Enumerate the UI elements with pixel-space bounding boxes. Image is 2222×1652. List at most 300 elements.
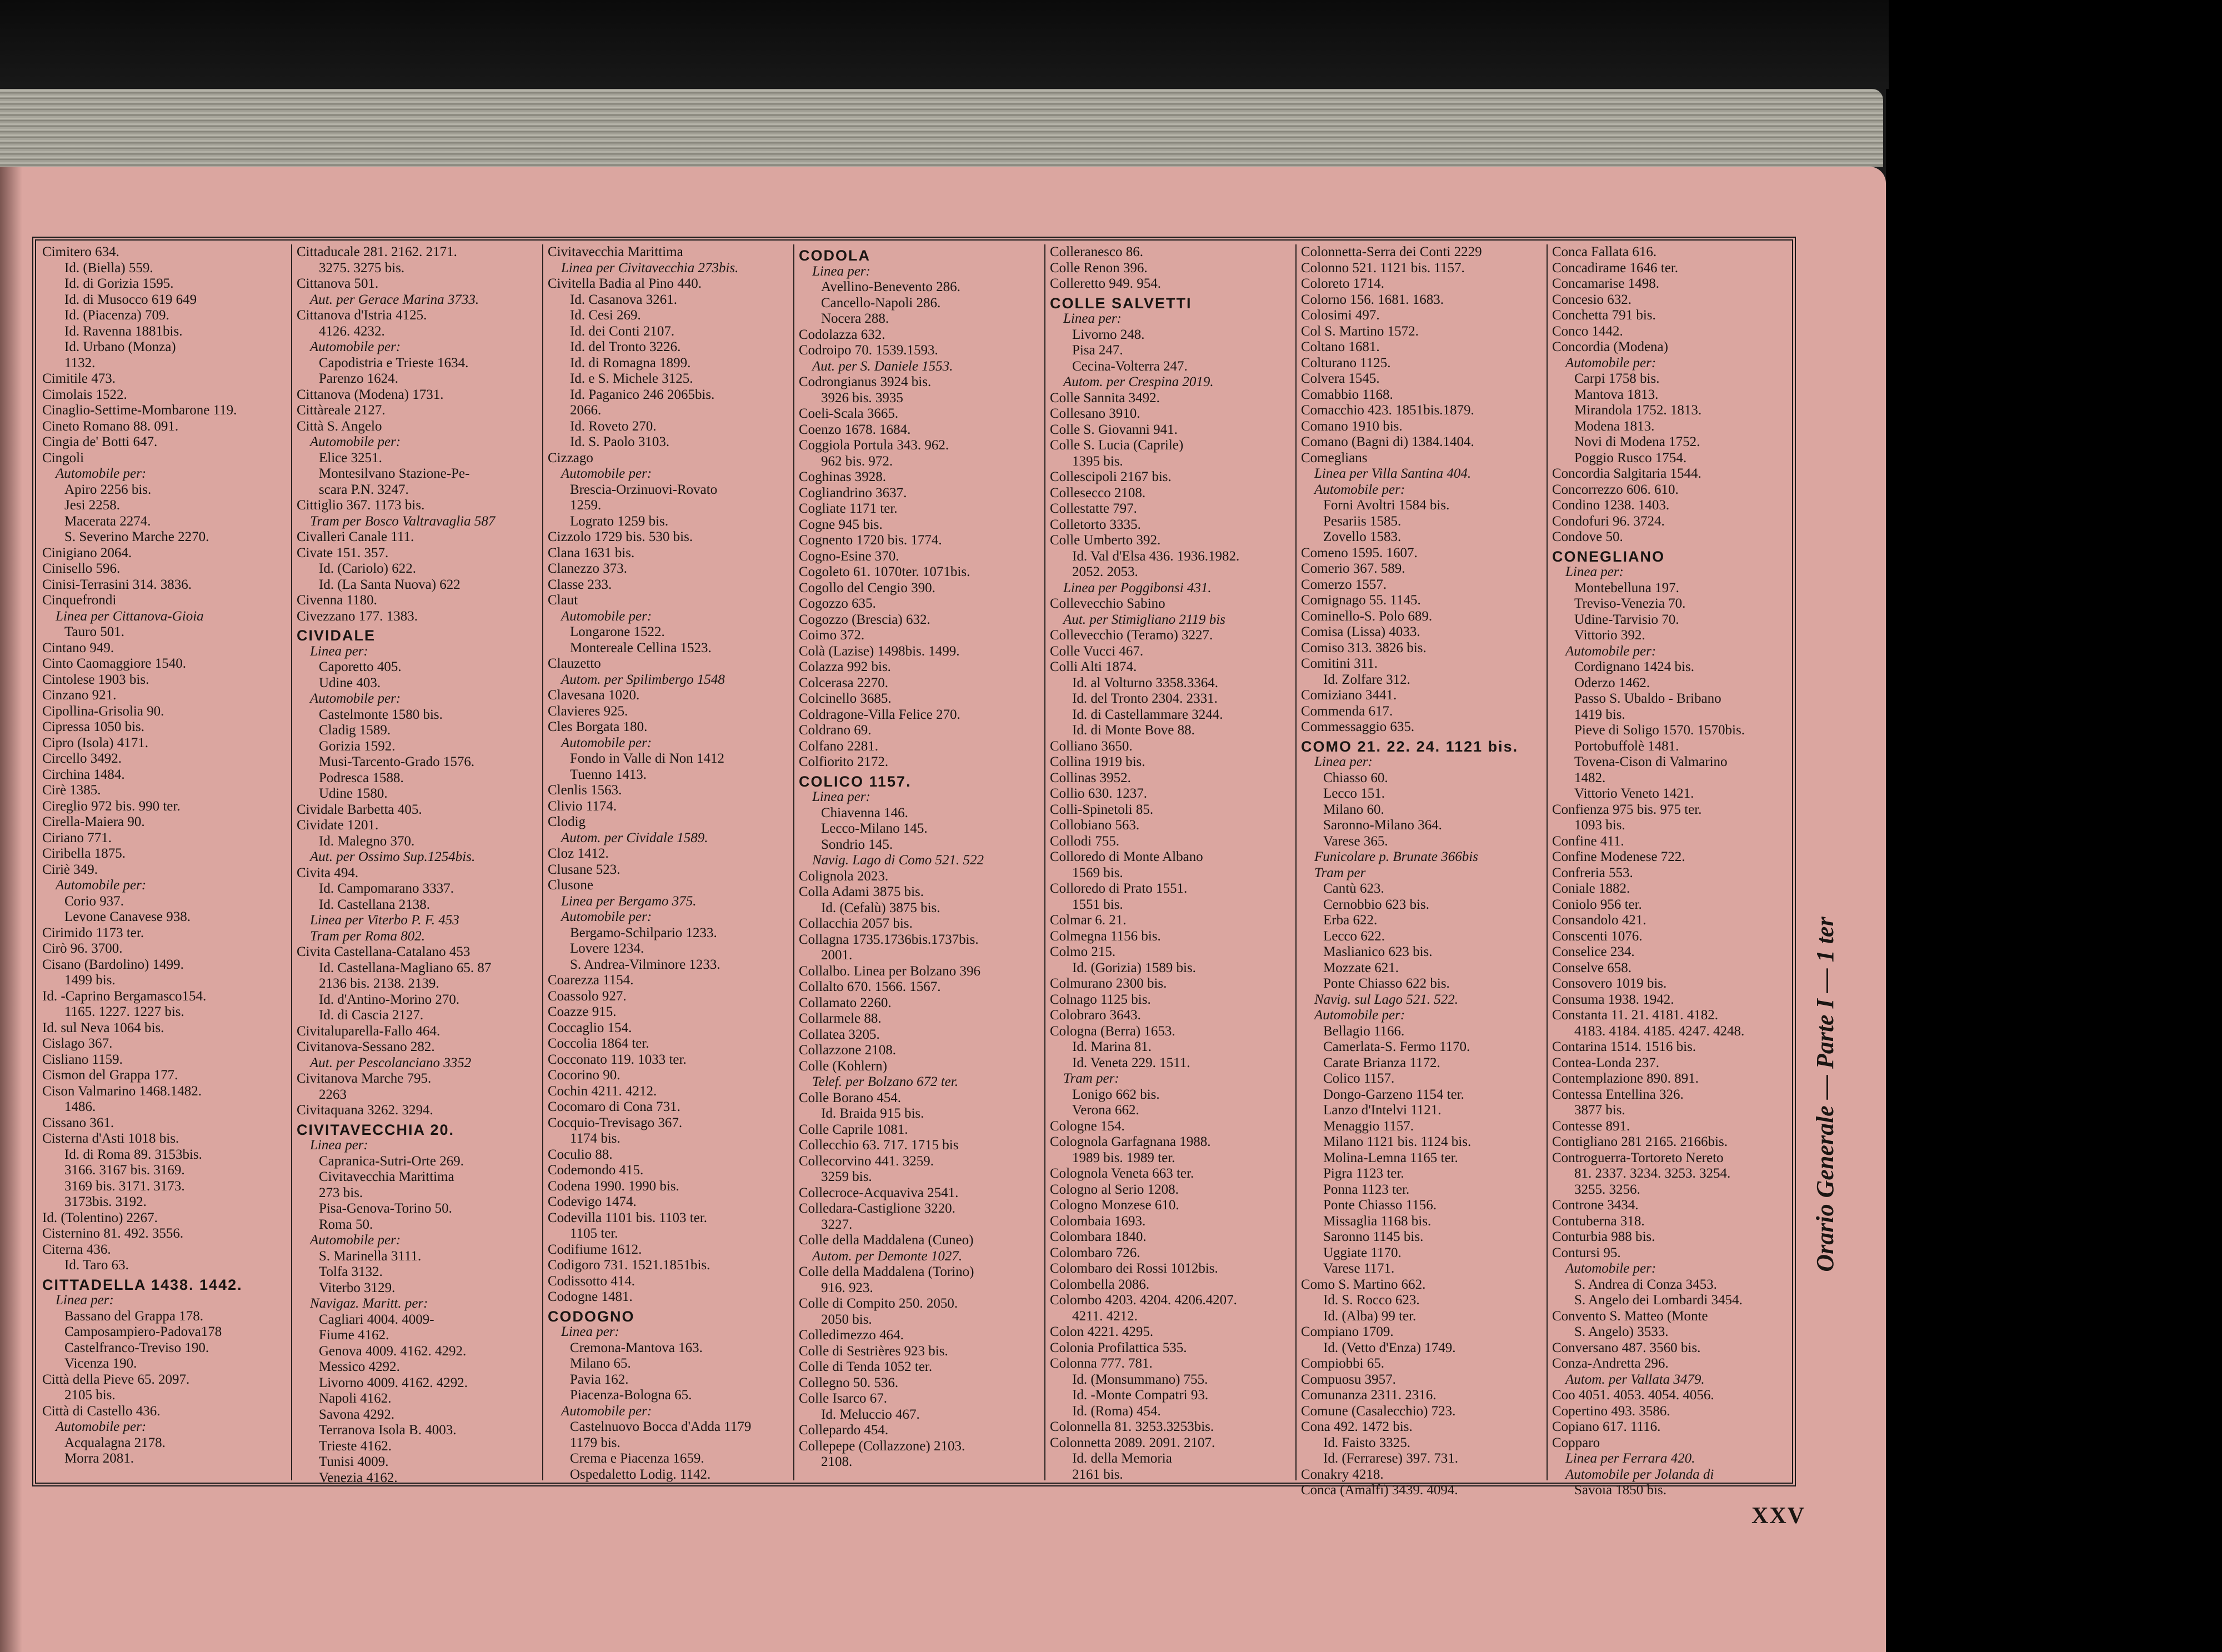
index-entry: Collacchia 2057 bis. bbox=[799, 916, 913, 931]
index-entry: Automobile per: bbox=[1314, 1008, 1405, 1023]
index-entry: 3166. 3167 bis. 3169. bbox=[64, 1163, 185, 1178]
index-entry: Civita Castellana-Catalano 453 bbox=[297, 944, 471, 959]
index-entry: Colmar 6. 21. bbox=[1050, 913, 1127, 928]
index-entry: 2108. bbox=[821, 1454, 853, 1469]
index-entry: Fiume 4162. bbox=[319, 1328, 389, 1343]
index-entry: Collevecchio (Teramo) 3227. bbox=[1050, 628, 1213, 643]
index-entry: Codolazza 632. bbox=[799, 327, 885, 342]
column-rule bbox=[1295, 244, 1297, 1480]
index-entry: Id. del Tronto 3226. bbox=[570, 339, 681, 354]
index-entry: Coghinas 3928. bbox=[799, 469, 886, 484]
index-entry: Cirella-Maiera 90. bbox=[42, 814, 145, 829]
index-entry: Autom. per Spilimbergo 1548 bbox=[561, 672, 725, 687]
index-entry: Navig. Lago di Como 521. 522 bbox=[812, 853, 984, 868]
index-entry: Acqualagna 2178. bbox=[64, 1435, 166, 1450]
index-entry: Id. (Roma) 454. bbox=[1072, 1403, 1161, 1419]
index-entry: Automobile per: bbox=[561, 466, 652, 481]
index-entry: Cocquio-Trevisago 367. bbox=[548, 1115, 683, 1130]
index-entry: Linea per Ferrara 420. bbox=[1565, 1451, 1695, 1466]
index-entry: Brescia-Orzinuovi-Rovato bbox=[570, 482, 718, 497]
index-entry: Cittaducale 281. 2162. 2171. bbox=[297, 244, 457, 259]
index-entry: Aut. per Stimigliano 2119 bis bbox=[1063, 612, 1225, 627]
index-entry: Id. di Cascia 2127. bbox=[319, 1008, 424, 1023]
index-entry: 916. 923. bbox=[821, 1280, 873, 1295]
index-entry: Id. Castellana-Magliano 65. 87 bbox=[319, 960, 492, 975]
index-entry: Conchetta 791 bis. bbox=[1552, 308, 1656, 323]
index-entry: Linea per Viterbo P. F. 453 bbox=[310, 913, 459, 928]
index-entry: Cipollina-Grisolia 90. bbox=[42, 703, 164, 719]
index-entry: Tram per Roma 802. bbox=[310, 928, 425, 944]
index-entry: Tram per: bbox=[1063, 1071, 1119, 1086]
index-entry: Coo 4051. 4053. 4054. 4056. bbox=[1552, 1388, 1714, 1403]
index-entry: 2105 bis. bbox=[64, 1388, 116, 1403]
index-entry: Compuosu 3957. bbox=[1301, 1371, 1396, 1387]
index-entry: Colle Borano 454. bbox=[799, 1090, 902, 1105]
index-entry: Comabbio 1168. bbox=[1301, 387, 1393, 402]
index-entry: Cona 492. 1472 bis. bbox=[1301, 1419, 1413, 1434]
index-entry: Coldragone-Villa Felice 270. bbox=[799, 707, 960, 722]
index-entry: Napoli 4162. bbox=[319, 1391, 392, 1406]
index-entry: Clenlis 1563. bbox=[548, 783, 622, 798]
index-entry: Cimitero 634. bbox=[42, 244, 119, 259]
index-entry: Concamarise 1498. bbox=[1552, 276, 1660, 291]
index-entry: Colosimi 497. bbox=[1301, 308, 1380, 323]
index-entry: Tunisi 4009. bbox=[319, 1454, 389, 1469]
index-entry: Colledara-Castiglione 3220. bbox=[799, 1201, 955, 1216]
index-entry: 2263 bbox=[319, 1087, 347, 1102]
index-entry: Linea per: bbox=[812, 263, 870, 279]
index-entry: Coenzo 1678. 1684. bbox=[799, 422, 911, 437]
index-entry: 3169 bis. 3171. 3173. bbox=[64, 1178, 185, 1194]
index-entry: 962 bis. 972. bbox=[821, 453, 893, 469]
index-entry: Cipressa 1050 bis. bbox=[42, 719, 145, 734]
index-entry: Colnago 1125 bis. bbox=[1050, 992, 1151, 1007]
index-entry: Codifiume 1612. bbox=[548, 1241, 642, 1257]
index-entry: Cologno Monzese 610. bbox=[1050, 1198, 1179, 1213]
index-entry: Id. Veneta 229. 1511. bbox=[1072, 1055, 1190, 1070]
index-entry: Colle Umberto 392. bbox=[1050, 533, 1161, 548]
index-entry: Civenna 1180. bbox=[297, 593, 377, 608]
index-entry: Colle Isarco 67. bbox=[799, 1391, 887, 1406]
index-entry: Id. Casanova 3261. bbox=[570, 292, 678, 307]
index-entry: Tolfa 3132. bbox=[319, 1264, 383, 1279]
index-entry: Cittanova d'Istria 4125. bbox=[297, 308, 427, 323]
index-entry: Conco 1442. bbox=[1552, 323, 1623, 339]
index-column-2 bbox=[293, 244, 541, 1485]
index-entry: Poggio Rusco 1754. bbox=[1574, 450, 1687, 465]
index-entry: Cireglio 972 bis. 990 ter. bbox=[42, 798, 181, 814]
index-entry: Comiso 313. 3826 bis. bbox=[1301, 640, 1427, 655]
index-entry: Cividale Barbetta 405. bbox=[297, 802, 422, 817]
index-entry: Clavesana 1020. bbox=[548, 688, 640, 703]
index-entry: Castelmonte 1580 bis. bbox=[319, 707, 443, 722]
index-entry: 2052. 2053. bbox=[1072, 564, 1138, 579]
index-entry: Id. Marina 81. bbox=[1072, 1039, 1152, 1054]
index-entry: Codevilla 1101 bis. 1103 ter. bbox=[548, 1210, 708, 1225]
index-entry: Lecco 151. bbox=[1323, 786, 1385, 801]
index-entry: Tram per Bosco Valtravaglia 587 bbox=[310, 513, 496, 529]
index-entry: Civitanova-Sessano 282. bbox=[297, 1039, 435, 1054]
index-entry: Cirò 96. 3700. bbox=[42, 941, 123, 956]
index-entry: Colonna 777. 781. bbox=[1050, 1356, 1153, 1371]
index-entry: 1482. bbox=[1574, 770, 1606, 785]
index-entry: Cismon del Grappa 177. bbox=[42, 1068, 178, 1083]
index-entry: Longarone 1522. bbox=[570, 624, 665, 639]
index-entry: Milano 60. bbox=[1323, 802, 1384, 817]
index-entry: Collepardo 454. bbox=[799, 1423, 889, 1438]
index-entry: Colombella 2086. bbox=[1050, 1276, 1150, 1292]
index-entry: Cittanova (Modena) 1731. bbox=[297, 387, 444, 402]
index-entry: Comano 1910 bis. bbox=[1301, 418, 1403, 434]
index-entry: Ciriè 349. bbox=[42, 862, 98, 877]
index-entry: Caporetto 405. bbox=[319, 659, 402, 674]
index-heading: CODOGNO bbox=[548, 1308, 635, 1325]
index-entry: Coniolo 956 ter. bbox=[1552, 897, 1642, 912]
index-entry: Molina-Lemna 1165 ter. bbox=[1323, 1150, 1458, 1165]
index-entry: 81. 2337. 3234. 3253. 3254. bbox=[1574, 1166, 1731, 1181]
index-entry: Id. Val d'Elsa 436. 1936.1982. bbox=[1072, 548, 1240, 564]
index-entry: Comignago 55. 1145. bbox=[1301, 593, 1421, 608]
index-entry: Nocera 288. bbox=[821, 311, 889, 326]
index-entry: Cinisello 596. bbox=[42, 561, 121, 576]
index-entry: Colombo 4203. 4204. 4206.4207. bbox=[1050, 1293, 1237, 1308]
index-entry: Comisa (Lissa) 4033. bbox=[1301, 624, 1420, 639]
index-entry: Collagna 1735.1736bis.1737bis. bbox=[799, 932, 979, 947]
index-entry: Cinigiano 2064. bbox=[42, 545, 132, 560]
index-entry: Cittiglio 367. 1173 bis. bbox=[297, 498, 425, 513]
index-entry: Cinquefrondi bbox=[42, 593, 117, 608]
index-entry: Collecorvino 441. 3259. bbox=[799, 1153, 934, 1169]
index-entry: Consandolo 421. bbox=[1552, 913, 1647, 928]
index-entry: Collalto 670. 1566. 1567. bbox=[799, 979, 941, 994]
index-entry: Colorno 156. 1681. 1683. bbox=[1301, 292, 1444, 307]
index-entry: 3255. 3256. bbox=[1574, 1182, 1640, 1197]
index-entry: Civitavecchia Marittima bbox=[319, 1169, 454, 1184]
index-column-6 bbox=[1298, 244, 1545, 1498]
index-entry: Compiano 1709. bbox=[1301, 1324, 1394, 1339]
index-entry: Id. di Romagna 1899. bbox=[570, 355, 691, 371]
index-entry: Carpi 1758 bis. bbox=[1574, 371, 1660, 386]
index-entry: Colturano 1125. bbox=[1301, 355, 1391, 371]
index-entry: Id. (Cariolo) 622. bbox=[319, 561, 416, 576]
index-entry: Cizzolo 1729 bis. 530 bis. bbox=[548, 529, 693, 544]
index-entry: Podresca 1588. bbox=[319, 770, 404, 785]
index-entry: Id. e S. Michele 3125. bbox=[570, 371, 693, 386]
index-entry: Aut. per Pescolanciano 3352 bbox=[310, 1055, 472, 1070]
index-entry: Cologno al Serio 1208. bbox=[1050, 1182, 1179, 1197]
index-entry: Cirè 1385. bbox=[42, 783, 101, 798]
index-entry: Cipro (Isola) 4171. bbox=[42, 735, 148, 750]
index-entry: Terranova Isola B. 4003. bbox=[319, 1423, 457, 1438]
index-entry: Funicolare p. Brunate 366bis bbox=[1314, 849, 1478, 864]
index-entry: Erba 622. bbox=[1323, 913, 1378, 928]
index-entry: Colcinello 3685. bbox=[799, 691, 892, 706]
index-entry: Id. della Memoria bbox=[1072, 1451, 1172, 1466]
index-entry: S. Andrea-Vilminore 1233. bbox=[570, 957, 720, 972]
index-entry: Carate Brianza 1172. bbox=[1323, 1055, 1440, 1070]
index-entry: Vittorio Veneto 1421. bbox=[1574, 786, 1694, 801]
index-entry: Ospedaletto Lodig. 1142. bbox=[570, 1466, 711, 1482]
index-entry: Colleranesco 86. bbox=[1050, 244, 1144, 259]
index-entry: Conselice 234. bbox=[1552, 944, 1635, 959]
index-heading: CIVIDALE bbox=[297, 627, 376, 644]
index-entry: Cantù 623. bbox=[1323, 881, 1384, 896]
index-entry: Chiavenna 146. bbox=[821, 805, 908, 820]
index-entry: 1165. 1227. 1227 bis. bbox=[64, 1004, 184, 1019]
index-heading: COLICO 1157. bbox=[799, 773, 912, 790]
index-entry: Udine 403. bbox=[319, 675, 381, 690]
index-entry: Claut bbox=[548, 593, 578, 608]
index-entry: Id. Zolfare 312. bbox=[1323, 672, 1410, 687]
index-entry: Livorno 4009. 4162. 4292. bbox=[319, 1375, 468, 1390]
index-entry: Cisterna d'Asti 1018 bis. bbox=[42, 1131, 179, 1146]
index-entry: Confreria 553. bbox=[1552, 865, 1633, 880]
index-entry: Colle di Sestrières 923 bis. bbox=[799, 1343, 948, 1359]
index-entry: Colmurano 2300 bis. bbox=[1050, 976, 1167, 991]
index-entry: Id. d'Antino-Morino 270. bbox=[319, 992, 460, 1007]
index-entry: Cordignano 1424 bis. bbox=[1574, 659, 1694, 674]
index-entry: Collalbo. Linea per Bolzano 396 bbox=[799, 963, 981, 979]
index-entry: Autom. per Vallata 3479. bbox=[1565, 1371, 1705, 1387]
index-entry: Cogozzo 635. bbox=[799, 596, 876, 611]
index-entry: Clusane 523. bbox=[548, 862, 620, 877]
index-entry: Cirimido 1173 ter. bbox=[42, 925, 144, 940]
index-entry: Pisa-Genova-Torino 50. bbox=[319, 1201, 452, 1216]
index-entry: Cisano (Bardolino) 1499. bbox=[42, 957, 184, 972]
index-entry: Linea per: bbox=[561, 1324, 619, 1339]
index-entry: Linea per: bbox=[56, 1293, 114, 1308]
index-entry: Comeno 1595. 1607. bbox=[1301, 545, 1418, 560]
index-entry: Id. (Biella) 559. bbox=[64, 260, 153, 276]
index-entry: Cisliano 1159. bbox=[42, 1052, 123, 1067]
index-entry: Cinzano 921. bbox=[42, 688, 117, 703]
index-entry: Coccolia 1864 ter. bbox=[548, 1036, 649, 1051]
page-stack-edge bbox=[0, 89, 1883, 167]
index-entry: Zovello 1583. bbox=[1323, 529, 1402, 544]
index-entry: Cogne 945 bis. bbox=[799, 517, 883, 532]
index-entry: Id. Urbano (Monza) bbox=[64, 339, 176, 354]
index-entry: Forni Avoltri 1584 bis. bbox=[1323, 498, 1450, 513]
index-column-7 bbox=[1549, 244, 1791, 1498]
index-entry: Clivio 1174. bbox=[548, 798, 617, 814]
index-entry: Roma 50. bbox=[319, 1217, 373, 1232]
index-entry: Città S. Angelo bbox=[297, 418, 382, 434]
index-entry: Concorrezzo 606. 610. bbox=[1552, 482, 1679, 497]
index-entry: Codemondo 415. bbox=[548, 1163, 644, 1178]
background-edge bbox=[1886, 89, 2222, 1652]
index-entry: Colfano 2281. bbox=[799, 738, 879, 754]
index-entry: Copertino 493. 3586. bbox=[1552, 1403, 1670, 1419]
index-entry: Collodi 755. bbox=[1050, 833, 1120, 849]
index-entry: Cles Borgata 180. bbox=[548, 719, 648, 734]
index-column-4 bbox=[795, 244, 1043, 1478]
index-entry: Circello 3492. bbox=[42, 751, 122, 766]
index-entry: 1551 bis. bbox=[1072, 897, 1123, 912]
index-entry: Confienza 975 bis. 975 ter. bbox=[1552, 802, 1702, 817]
index-entry: Cinaglio-Settime-Mombarone 119. bbox=[42, 403, 237, 418]
index-entry: Civitella Badia al Pino 440. bbox=[548, 276, 702, 291]
index-entry: Colognola Garfagnana 1988. bbox=[1050, 1134, 1211, 1149]
index-entry: Parenzo 1624. bbox=[319, 371, 399, 386]
index-entry: Chiasso 60. bbox=[1323, 770, 1388, 785]
index-entry: Id. Paganico 246 2065bis. bbox=[570, 387, 715, 402]
index-entry: Coazze 915. bbox=[548, 1004, 617, 1019]
index-heading: CONEGLIANO bbox=[1552, 548, 1665, 565]
index-entry: Colombara 1840. bbox=[1050, 1229, 1147, 1244]
index-entry: Commessaggio 635. bbox=[1301, 719, 1415, 734]
index-entry: S. Angelo dei Lombardi 3454. bbox=[1574, 1293, 1743, 1308]
index-entry: Castelnuovo Bocca d'Adda 1179 bbox=[570, 1419, 752, 1434]
index-entry: Collesecco 2108. bbox=[1050, 485, 1146, 500]
index-entry: Comacchio 423. 1851bis.1879. bbox=[1301, 403, 1474, 418]
index-entry: Tovena-Cison di Valmarino bbox=[1574, 754, 1728, 769]
index-entry: Id. dei Conti 2107. bbox=[570, 323, 675, 339]
index-entry: 3227. bbox=[821, 1217, 853, 1232]
index-entry: 2066. bbox=[570, 403, 602, 418]
index-entry: 1132. bbox=[64, 355, 96, 371]
index-entry: Castelfranco-Treviso 190. bbox=[64, 1340, 209, 1355]
index-entry: Comano (Bagni di) 1384.1404. bbox=[1301, 434, 1474, 449]
index-entry: Collamato 2260. bbox=[799, 995, 892, 1010]
index-entry: Classe 233. bbox=[548, 577, 612, 592]
index-entry: Automobile per: bbox=[56, 878, 147, 893]
index-entry: Conza-Andretta 296. bbox=[1552, 1356, 1669, 1371]
index-entry: Id. S. Paolo 3103. bbox=[570, 434, 670, 449]
index-entry: Treviso-Venezia 70. bbox=[1574, 596, 1686, 611]
index-entry: Conscenti 1076. bbox=[1552, 928, 1643, 944]
index-entry: Id. sul Neva 1064 bis. bbox=[42, 1020, 164, 1035]
index-entry: Condove 50. bbox=[1552, 529, 1623, 544]
index-entry: Contessa Entellina 326. bbox=[1552, 1087, 1684, 1102]
index-entry: Colle Sannita 3492. bbox=[1050, 390, 1160, 406]
index-entry: Id. S. Rocco 623. bbox=[1323, 1293, 1420, 1308]
index-entry: Circhina 1484. bbox=[42, 767, 125, 782]
index-entry: Genova 4009. 4162. 4292. bbox=[319, 1343, 467, 1359]
page-number: XXV bbox=[1751, 1503, 1805, 1529]
index-entry: 3259 bis. bbox=[821, 1169, 872, 1184]
index-entry: Ciribella 1875. bbox=[42, 846, 126, 861]
index-entry: Consuma 1938. 1942. bbox=[1552, 992, 1674, 1007]
index-entry: Colle Vucci 467. bbox=[1050, 643, 1144, 659]
index-entry: 1179 bis. bbox=[570, 1435, 620, 1450]
index-entry: Civezzano 177. 1383. bbox=[297, 608, 418, 624]
index-entry: Cimolais 1522. bbox=[42, 387, 127, 402]
index-entry: Colleretto 949. 954. bbox=[1050, 276, 1161, 291]
index-entry: Id. (Gorizia) 1589 bis. bbox=[1072, 960, 1196, 975]
index-entry: Lovere 1234. bbox=[570, 941, 644, 956]
index-entry: Colonnella 81. 3253.3253bis. bbox=[1050, 1419, 1214, 1434]
index-entry: Colle Renon 396. bbox=[1050, 260, 1148, 276]
index-entry: Livorno 248. bbox=[1072, 327, 1145, 342]
index-entry: 1105 ter. bbox=[570, 1226, 618, 1241]
index-entry: Linea per: bbox=[1565, 564, 1624, 579]
index-entry: Aut. per Gerace Marina 3733. bbox=[310, 292, 479, 307]
index-entry: Id. Faisto 3325. bbox=[1323, 1435, 1410, 1450]
index-entry: Cocorino 90. bbox=[548, 1068, 620, 1083]
index-entry: Varese 1171. bbox=[1323, 1261, 1395, 1276]
index-entry: Colmegna 1156 bis. bbox=[1050, 928, 1161, 944]
index-entry: Cintolese 1903 bis. bbox=[42, 672, 149, 687]
index-entry: Convento S. Matteo (Monte bbox=[1552, 1308, 1708, 1324]
index-entry: Controne 3434. bbox=[1552, 1198, 1639, 1213]
index-entry: Linea per: bbox=[812, 789, 870, 804]
index-entry: Cittàreale 2127. bbox=[297, 403, 386, 418]
index-entry: Collio 630. 1237. bbox=[1050, 786, 1148, 801]
index-entry: Lecco 622. bbox=[1323, 928, 1385, 944]
index-entry: Colvera 1545. bbox=[1301, 371, 1380, 386]
index-entry: Colliano 3650. bbox=[1050, 738, 1133, 754]
index-entry: 3926 bis. 3935 bbox=[821, 390, 903, 406]
index-entry: Autom. per Cividale 1589. bbox=[561, 830, 708, 845]
index-entry: Cogliate 1171 ter. bbox=[799, 501, 898, 516]
index-entry: Col S. Martino 1572. bbox=[1301, 323, 1419, 339]
index-entry: Montereale Cellina 1523. bbox=[570, 640, 712, 655]
index-entry: S. Marinella 3111. bbox=[319, 1248, 422, 1264]
index-entry: Concordia (Modena) bbox=[1552, 339, 1668, 354]
index-entry: Comune (Casalecchio) 723. bbox=[1301, 1403, 1456, 1419]
index-entry: 2050 bis. bbox=[821, 1311, 872, 1327]
index-entry: 1259. bbox=[570, 498, 602, 513]
index-entry: Navig. sul Lago 521. 522. bbox=[1314, 992, 1459, 1007]
index-entry: Coltano 1681. bbox=[1301, 339, 1380, 354]
index-entry: Condofuri 96. 3724. bbox=[1552, 513, 1665, 529]
index-entry: 1989 bis. 1989 ter. bbox=[1072, 1150, 1175, 1165]
index-entry: Automobile per: bbox=[561, 608, 652, 624]
index-entry: Colmo 215. bbox=[1050, 944, 1116, 959]
index-entry: Portobuffolè 1481. bbox=[1574, 738, 1679, 754]
index-entry: Colloredo di Monte Albano bbox=[1050, 849, 1203, 864]
index-entry: Vittorio 392. bbox=[1574, 628, 1645, 643]
index-entry: Bassano del Grappa 178. bbox=[64, 1308, 203, 1324]
index-entry: Aut. per S. Daniele 1553. bbox=[812, 358, 953, 374]
index-entry: Piacenza-Bologna 65. bbox=[570, 1388, 692, 1403]
index-heading: CODOLA bbox=[799, 247, 870, 264]
index-entry: Udine-Tarvisio 70. bbox=[1574, 612, 1679, 627]
index-entry: Colle (Kohlern) bbox=[799, 1058, 887, 1074]
index-entry: Linea per: bbox=[310, 1138, 368, 1153]
index-entry: Id. Meluccio 467. bbox=[821, 1406, 920, 1422]
index-entry: Confine 411. bbox=[1552, 833, 1624, 849]
index-entry: Cagliari 4004. 4009- bbox=[319, 1311, 434, 1327]
index-entry: Contuberna 318. bbox=[1552, 1213, 1645, 1229]
index-entry: Collarmele 88. bbox=[799, 1011, 882, 1026]
index-entry: Contarina 1514. 1516 bis. bbox=[1552, 1039, 1696, 1054]
index-entry: Id. (Vetto d'Enza) 1749. bbox=[1323, 1340, 1456, 1355]
index-entry: Colle della Maddalena (Torino) bbox=[799, 1264, 974, 1279]
index-entry: Colà (Lazise) 1498bis. 1499. bbox=[799, 643, 960, 659]
index-entry: Coccaglio 154. bbox=[548, 1020, 632, 1035]
index-entry: Viterbo 3129. bbox=[319, 1280, 396, 1295]
index-entry: 1174 bis. bbox=[570, 1131, 620, 1146]
index-entry: Pieve di Soligo 1570. 1570bis. bbox=[1574, 723, 1745, 738]
index-entry: Codogne 1481. bbox=[548, 1289, 633, 1304]
index-entry: Automobile per: bbox=[310, 691, 401, 706]
index-entry: Id. Braida 915 bis. bbox=[821, 1106, 924, 1121]
index-entry: 2161 bis. bbox=[1072, 1466, 1123, 1482]
index-heading: COMO 21. 22. 24. 1121 bis. bbox=[1301, 738, 1519, 755]
index-entry: Controguerra-Tortoreto Nereto bbox=[1552, 1150, 1724, 1165]
index-entry: Ponte Chiasso 622 bis. bbox=[1323, 976, 1450, 991]
index-entry: Capranica-Sutri-Orte 269. bbox=[319, 1153, 464, 1169]
index-entry: Contursi 95. bbox=[1552, 1245, 1621, 1260]
index-entry: Coldrano 69. bbox=[799, 723, 872, 738]
index-entry: Corio 937. bbox=[64, 893, 124, 909]
index-entry: Id. (Alba) 99 ter. bbox=[1323, 1308, 1417, 1324]
index-entry: Conversano 487. 3560 bis. bbox=[1552, 1340, 1701, 1355]
index-entry: Vicenza 190. bbox=[64, 1356, 137, 1371]
index-entry: Colloredo di Prato 1551. bbox=[1050, 881, 1188, 896]
index-entry: Collinas 3952. bbox=[1050, 770, 1131, 785]
